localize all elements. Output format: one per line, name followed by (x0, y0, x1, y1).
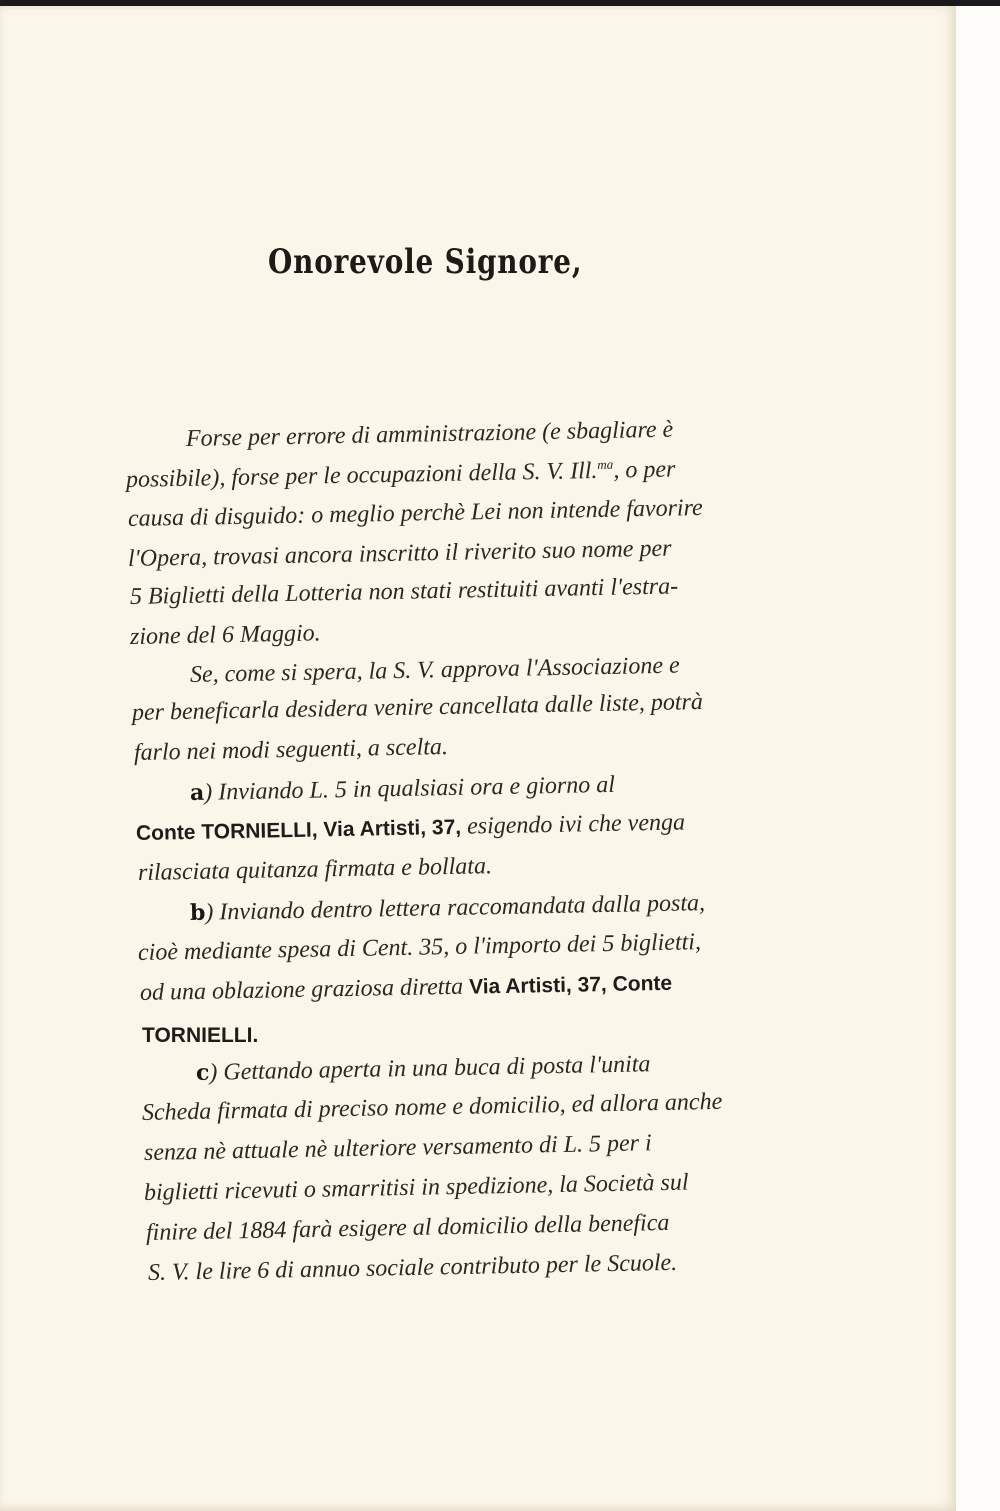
option-c-line6: S. V. le lire 6 di annuo sociale contributo per le Scuole. (147, 1249, 678, 1286)
option-b-line1: b) Inviando dentro lettera raccomandata dalla posta, (189, 890, 706, 926)
para2-line1: Se, come si spera, la S. V. approva l'Associazione e (189, 652, 680, 688)
option-a-line1: a) Inviando L. 5 in qualsiasi ora e giorno al (189, 771, 616, 806)
option-a-line3: rilasciata quitanza firmata e bollata. (137, 853, 493, 886)
option-b-line4 (142, 1022, 258, 1049)
address-bold: Conte TORNIELLI, Via Artisti, 37, (135, 815, 462, 845)
option-c-line5: finire del 1884 farà esigere al domicilio della benefica (145, 1209, 670, 1246)
salutation-heading: Onorevole Signore, (268, 242, 583, 282)
para1-line2: possibile), forse per le occupazioni della S. V. Ill.$^{ma}$, o per (125, 456, 676, 493)
scan-right-margin (956, 6, 1000, 1511)
option-b-line2: cioè mediante spesa di Cent. 35, o l'importo dei 5 biglietti, (137, 929, 702, 966)
option-c-marker: c (195, 1059, 210, 1086)
para1-line1: Forse per errore di amministrazione (e sbagliare è (185, 416, 674, 452)
option-c-line1: c) Gettando aperta in una buca di posta l'unita (195, 1051, 651, 1086)
option-b-marker: b (189, 899, 206, 926)
para1-line4: l'Opera, trovasi ancora inscritto il riverito suo nome per (127, 535, 672, 572)
option-a-line2: Conte TORNIELLI, Via Artisti, 37, esigendo ivi che venga (135, 809, 686, 845)
option-c-line4: biglietti ricevuti o smarritisi in spedizione, la Società sul (143, 1169, 689, 1206)
name-bold: TORNIELLI. (142, 1024, 259, 1047)
option-b-line3: od una oblazione graziosa diretta Via Artisti, 37, Conte (139, 971, 673, 1006)
address-bold: Via Artisti, 37, Conte (468, 971, 673, 999)
option-c-line3: senza nè attuale nè ulteriore versamento di L. 5 per i (143, 1130, 652, 1166)
para2-line3: farlo nei modi seguenti, a scelta. (133, 733, 449, 766)
option-a-marker: a (189, 779, 205, 806)
para1-line5: 5 Biglietti della Lotteria non stati restituiti avanti l'estra- (129, 573, 679, 610)
para2-line2: per beneficarla desidera venire cancellata dalle liste, potrà (131, 689, 704, 726)
para1-line3: causa di disguido: o meglio perchè Lei non intende favorire (127, 494, 703, 532)
option-c-line2: Scheda firmata di preciso nome e domicilio, ed allora anche (141, 1088, 723, 1126)
para1-line6: zione del 6 Maggio. (129, 620, 321, 650)
